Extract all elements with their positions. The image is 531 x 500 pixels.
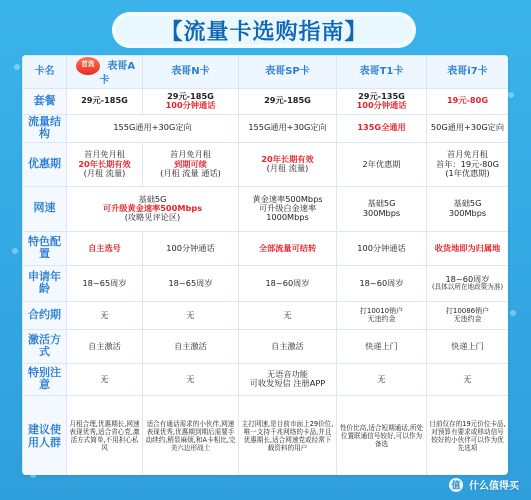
row-label: 申请年龄 bbox=[23, 265, 67, 301]
cell-line: 首月免月租 bbox=[170, 149, 211, 160]
feature-cell-n bbox=[143, 231, 239, 265]
cell-line: 29元-135G bbox=[358, 90, 405, 101]
cell-line: 18~60周岁 bbox=[445, 273, 490, 284]
feature-cell-sp bbox=[239, 231, 337, 265]
cell-line: 主打网速,是目前市面上29价位,唯一支持千兆网络的卡品,并且优惠期长,适合网速党或经常下载资料的用户 bbox=[241, 419, 334, 452]
feature-cell-a bbox=[67, 231, 143, 265]
structure-cell-t1 bbox=[337, 114, 427, 142]
promo-cell-i7 bbox=[427, 142, 509, 186]
card-name: 表哥A卡 bbox=[99, 61, 136, 86]
contract-cell-t1 bbox=[337, 301, 427, 329]
card-a-header bbox=[67, 56, 143, 89]
activation-cell-n bbox=[143, 329, 239, 363]
cell-line: 无 bbox=[377, 373, 386, 384]
plan-cell-t1 bbox=[337, 88, 427, 114]
cell-line: 快递上门 bbox=[451, 340, 484, 351]
cell-line: 可升级白金速率 bbox=[258, 203, 317, 214]
cell-line: 155G通用+30G定向 bbox=[113, 122, 192, 133]
table-header-row bbox=[23, 56, 509, 89]
plan-cell-i7 bbox=[427, 88, 509, 114]
row-plan bbox=[23, 88, 509, 114]
cell-line: 基础5G bbox=[453, 198, 482, 209]
row-special-notes bbox=[23, 363, 509, 395]
notes-cell-n bbox=[143, 363, 239, 395]
notes-cell-sp bbox=[239, 363, 337, 395]
cell-line: 性价比高,适合短期通话,所处位置联通信号较好,可以作为备选 bbox=[339, 423, 424, 448]
cell-line: (攻略见评论区) bbox=[124, 212, 181, 223]
cell-line: 自主激活 bbox=[88, 340, 121, 351]
row-suggested-users bbox=[23, 395, 509, 475]
card-n-header: 表哥N卡 bbox=[143, 56, 239, 89]
header-label: 卡名 bbox=[23, 56, 67, 89]
cell-line: 300Mbps bbox=[448, 207, 487, 218]
cell-line: 100分钟通话 bbox=[166, 242, 215, 253]
cell-line: 29元-185G bbox=[264, 95, 311, 106]
cell-line: 无 bbox=[186, 373, 195, 384]
row-label: 优惠期 bbox=[23, 142, 67, 186]
cell-line: 无 bbox=[463, 373, 472, 384]
plan-cell-n bbox=[143, 88, 239, 114]
page-title: 【流量卡选购指南】 bbox=[112, 12, 416, 48]
cell-line: (1年优惠期) bbox=[445, 167, 490, 178]
watermark bbox=[449, 477, 519, 492]
cell-line: 打10086销户 bbox=[445, 306, 490, 315]
cell-line: 首年：19元-80G bbox=[436, 158, 499, 169]
recommended-badge bbox=[74, 57, 102, 75]
cell-line: 100分钟通话 bbox=[165, 100, 216, 110]
cell-line: 月租合理,优惠期长,网速表现优秀,适合省心党,激活方式简单,不用担心私风 bbox=[69, 419, 140, 452]
contract-cell-i7 bbox=[427, 301, 509, 329]
row-features bbox=[23, 231, 509, 265]
notes-cell-a bbox=[67, 363, 143, 395]
row-label: 建议使用人群 bbox=[23, 395, 67, 475]
cell-line: 无 bbox=[186, 309, 195, 320]
cell-line: 可升级黄金速率500Mbps bbox=[102, 203, 203, 214]
decor-dot bbox=[12, 248, 18, 254]
row-label: 激活方式 bbox=[23, 329, 67, 363]
comparison-table bbox=[22, 55, 508, 475]
cell-line: 19元-80G bbox=[446, 95, 489, 106]
cell-line: 18~60周岁 bbox=[265, 277, 310, 288]
cell-line: 29元-185G bbox=[81, 95, 128, 106]
suggest-cell-n bbox=[143, 395, 239, 475]
age-cell-i7 bbox=[427, 265, 509, 301]
cell-line: (具体以所在地政策为准) bbox=[431, 283, 504, 292]
age-cell-n bbox=[143, 265, 239, 301]
age-cell-t1 bbox=[337, 265, 427, 301]
row-label: 特色配置 bbox=[23, 231, 67, 265]
suggest-cell-sp bbox=[239, 395, 337, 475]
cell-line: 无 bbox=[100, 309, 109, 320]
cell-line: 18~65周岁 bbox=[82, 277, 127, 288]
cell-line: 基础5G bbox=[138, 193, 167, 204]
structure-cell-i7 bbox=[427, 114, 509, 142]
cell-line: 无语音功能 bbox=[267, 368, 308, 379]
card-i7-header: 表哥i7卡 bbox=[427, 56, 509, 89]
cell-line: 20年长期有效 bbox=[261, 153, 314, 164]
promo-cell-t1 bbox=[337, 142, 427, 186]
cell-line: 黄金速率500Mbps bbox=[252, 193, 323, 204]
suggest-cell-a bbox=[67, 395, 143, 475]
row-speed bbox=[23, 186, 509, 231]
feature-cell-t1 bbox=[337, 231, 427, 265]
row-promo-period bbox=[23, 142, 509, 186]
cell-line: 20年长期有效 bbox=[78, 158, 131, 169]
cell-line: 无违约金 bbox=[367, 315, 396, 324]
cell-line: 18~60周岁 bbox=[359, 277, 404, 288]
row-data-structure bbox=[23, 114, 509, 142]
contract-cell-sp bbox=[239, 301, 337, 329]
speed-cell-sp bbox=[239, 186, 337, 231]
cell-line: 基础5G bbox=[367, 198, 396, 209]
row-label: 特别注意 bbox=[23, 363, 67, 395]
promo-cell-sp bbox=[239, 142, 337, 186]
card-sp-header: 表哥SP卡 bbox=[239, 56, 337, 89]
notes-cell-t1 bbox=[337, 363, 427, 395]
row-label: 网速 bbox=[23, 186, 67, 231]
cell-line: 无 bbox=[283, 309, 292, 320]
cell-line: 打10010销户 bbox=[359, 306, 404, 315]
notes-cell-i7 bbox=[427, 363, 509, 395]
cell-line: 155G通用+30G定向 bbox=[248, 122, 327, 133]
cell-line: 2年优惠期 bbox=[362, 158, 401, 169]
cell-line: 18~65周岁 bbox=[168, 277, 213, 288]
activation-cell-sp bbox=[239, 329, 337, 363]
promo-cell-n bbox=[143, 142, 239, 186]
cell-line: 自主选号 bbox=[88, 242, 121, 253]
age-cell-sp bbox=[239, 265, 337, 301]
cell-line: 目前仅存的19元价位卡品,对预算有要求或移动信号较好的小伙伴可以作为优先选项 bbox=[429, 419, 506, 452]
decor-dot bbox=[508, 92, 514, 98]
comparison-card bbox=[22, 55, 508, 475]
cell-line: 135G全通用 bbox=[357, 122, 406, 133]
row-activation bbox=[23, 329, 509, 363]
activation-cell-i7 bbox=[427, 329, 509, 363]
cell-line: 50G通用+30G定向 bbox=[430, 122, 505, 133]
cell-line: 快递上门 bbox=[365, 340, 398, 351]
cell-line: (月租 流量 通话) bbox=[160, 167, 221, 178]
cell-line: 1000Mbps bbox=[266, 212, 309, 223]
structure-cell-an bbox=[67, 114, 239, 142]
cell-line: 无 bbox=[100, 373, 109, 384]
feature-cell-i7 bbox=[427, 231, 509, 265]
cell-line: 收货地即为归属地 bbox=[434, 242, 501, 253]
cell-line: 到期可续 bbox=[174, 158, 207, 169]
speed-cell-an bbox=[67, 186, 239, 231]
plan-cell-sp bbox=[239, 88, 337, 114]
cell-line: 自主激活 bbox=[271, 340, 304, 351]
cell-line: 首月免月租 bbox=[447, 149, 488, 160]
badge-text: 首选 bbox=[81, 60, 95, 68]
cell-line: 100分钟通话 bbox=[357, 242, 406, 253]
card-t1-header: 表哥T1卡 bbox=[337, 56, 427, 89]
watermark-text: 什么值得买 bbox=[469, 481, 519, 492]
row-age bbox=[23, 265, 509, 301]
age-cell-a bbox=[67, 265, 143, 301]
cell-line: (月租 流量) bbox=[266, 163, 309, 174]
watermark-icon: 值 bbox=[449, 478, 463, 492]
contract-cell-a bbox=[67, 301, 143, 329]
cell-line: 可收发短信 注册APP bbox=[249, 378, 326, 389]
plan-cell-a bbox=[67, 88, 143, 114]
cell-line: 适合有通话需求的小伙伴,网速表现优秀,优惠期到期后需要手动续约,稍显麻烦,和A卡相比,完美六边形战士 bbox=[145, 419, 236, 452]
speed-cell-i7 bbox=[427, 186, 509, 231]
row-label: 流量结构 bbox=[23, 114, 67, 142]
cell-line: 29元-185G bbox=[167, 90, 214, 101]
cell-line: 100分钟通话 bbox=[356, 100, 407, 110]
row-contract bbox=[23, 301, 509, 329]
row-label: 套餐 bbox=[23, 88, 67, 114]
cell-line: 自主激活 bbox=[174, 340, 207, 351]
structure-cell-sp bbox=[239, 114, 337, 142]
activation-cell-t1 bbox=[337, 329, 427, 363]
activation-cell-a bbox=[67, 329, 143, 363]
cell-line: 300Mbps bbox=[362, 207, 401, 218]
suggest-cell-i7 bbox=[427, 395, 509, 475]
cell-line: 无违约金 bbox=[453, 315, 482, 324]
decor-dot bbox=[510, 310, 516, 316]
decor-dot bbox=[14, 64, 20, 70]
cell-line: 首月免月租 bbox=[84, 149, 125, 160]
promo-cell-a bbox=[67, 142, 143, 186]
row-label: 合约期 bbox=[23, 301, 67, 329]
suggest-cell-t1 bbox=[337, 395, 427, 475]
speed-cell-t1 bbox=[337, 186, 427, 231]
contract-cell-n bbox=[143, 301, 239, 329]
cell-line: (月租 流量) bbox=[83, 167, 126, 178]
cell-line: 全部流量可结转 bbox=[258, 242, 317, 253]
